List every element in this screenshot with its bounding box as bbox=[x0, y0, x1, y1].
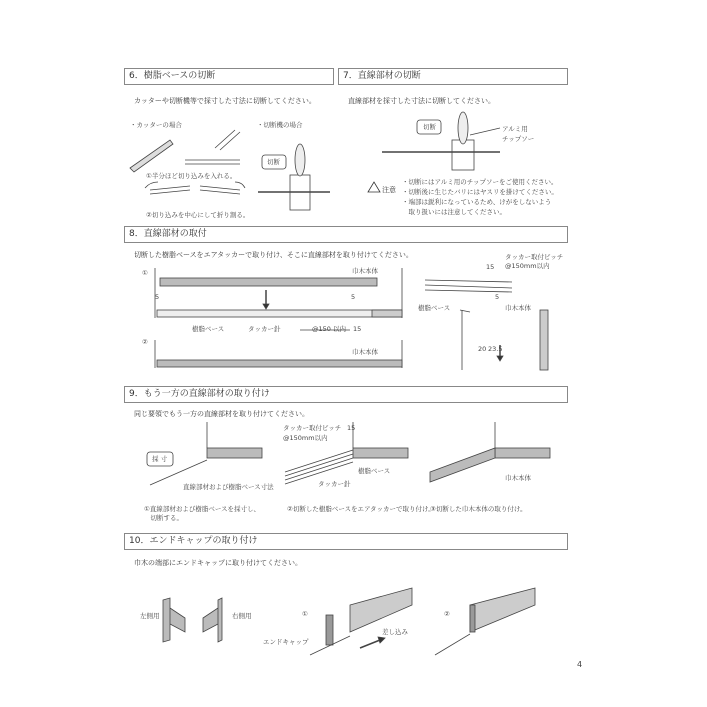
s9-pitch-value: @150mm以内 bbox=[283, 434, 328, 442]
s8-dim: 15 bbox=[353, 325, 362, 333]
s9-caption-1: ①直線部材および樹脂ベースを採寸し、 bbox=[144, 505, 261, 513]
endcap-parts bbox=[163, 598, 222, 642]
cutter-illustration bbox=[130, 130, 240, 172]
section-8-header: 8．直線部材の取付 bbox=[124, 226, 568, 243]
s6-cutter: ・カッターの場合 bbox=[130, 121, 182, 129]
s8-dim: 15 bbox=[486, 263, 495, 271]
s8-pitch-value: @150mm以内 bbox=[505, 262, 550, 270]
s9-diagram-1 bbox=[147, 422, 262, 485]
s9-caption-1b: 切断する。 bbox=[144, 514, 183, 522]
s9-body-part-label: 巾木本体 bbox=[505, 474, 531, 482]
install-diagram-1 bbox=[155, 268, 402, 330]
s8-step-2: ② bbox=[142, 338, 148, 346]
endcap-label: エンドキャップ bbox=[263, 638, 309, 646]
section-9-header: 9．もう一方の直線部材の取り付け bbox=[124, 386, 568, 403]
s8-body-part-label: 巾木本体 bbox=[505, 304, 531, 312]
s7-note: 取り扱いには注意してください。 bbox=[402, 208, 506, 216]
s7-body: 直線部材を採寸した寸法に切断してください。 bbox=[348, 97, 495, 105]
s10-step-2: ② bbox=[444, 610, 450, 618]
profile-diagrams bbox=[425, 280, 548, 370]
s6-step2: ②切り込みを中心にして折り割る。 bbox=[146, 211, 250, 219]
s6-machine: ・切断機の場合 bbox=[257, 121, 303, 129]
s9-dim: 15 bbox=[347, 424, 356, 432]
s8-resin-label: 樹脂ベース bbox=[418, 304, 451, 312]
s8-body: 切断した樹脂ベースをエアタッカーで取り付け、そこに直線部材を取り付けてください。 bbox=[134, 251, 413, 259]
saw-illustration bbox=[382, 112, 500, 170]
page-number: 4 bbox=[577, 660, 583, 669]
right-cap-label: 右側用 bbox=[232, 612, 252, 620]
insert-label: 差し込み bbox=[382, 628, 408, 636]
endcap-step-2 bbox=[435, 588, 535, 655]
s8-dim: 5 bbox=[495, 293, 500, 301]
s7-note: ・切断後に生じたバリにはヤスリを掛けてください。 bbox=[402, 188, 558, 196]
s9-body: 同じ要領でもう一方の直線部材を取り付けてください。 bbox=[134, 410, 309, 418]
s8-step-1: ① bbox=[142, 269, 148, 277]
s7-note: ・端部は鋭利になっているため、けがをしないよう bbox=[402, 198, 552, 206]
s7-saw: アルミ用 bbox=[502, 125, 528, 133]
s7-saw2: チップソー bbox=[502, 135, 535, 143]
section-10-header: 10．エンドキャップの取り付け bbox=[124, 533, 568, 550]
warning-icon bbox=[368, 182, 380, 192]
s8-resin-label: 樹脂ベース bbox=[192, 325, 225, 333]
s8-pitch: @150 以内 bbox=[312, 325, 346, 333]
s7-note: ・切断にはアルミ用のチップソーをご使用ください。 bbox=[402, 178, 558, 186]
s8-dim: 23.5 bbox=[488, 345, 503, 353]
s8-body-part-label: 巾木本体 bbox=[352, 267, 378, 275]
s9-measure-note: 直線部材および樹脂ベース寸法 bbox=[183, 483, 274, 491]
s9-pitch-label: タッカー取付ピッチ bbox=[283, 424, 342, 432]
s9-tacker-label: タッカー針 bbox=[318, 480, 351, 488]
s10-body: 巾木の端部にエンドキャップに取り付けてください。 bbox=[134, 559, 302, 567]
s7-caution: 注意 bbox=[382, 186, 396, 194]
section-6-header: 6．樹脂ベースの切断 bbox=[124, 68, 334, 85]
s6-body: カッターや切断機等で採寸した寸法に切断してください。 bbox=[134, 97, 316, 105]
s8-dim: 20 bbox=[478, 345, 487, 353]
s8-dim: 5 bbox=[155, 293, 160, 301]
section-7-header: 7．直線部材の切断 bbox=[338, 68, 568, 85]
s8-pitch-label: タッカー取付ピッチ bbox=[505, 253, 564, 261]
left-cap-label: 左側用 bbox=[140, 612, 160, 620]
s8-dim: 5 bbox=[351, 293, 356, 301]
s9-resin-label: 樹脂ベース bbox=[358, 467, 391, 475]
s8-body-part-label: 巾木本体 bbox=[352, 348, 378, 356]
s6-cut-label: 切断 bbox=[267, 158, 280, 166]
s7-cut-label: 切断 bbox=[423, 123, 436, 131]
cutting-machine-illustration bbox=[258, 144, 330, 210]
s9-measure-label: 採 寸 bbox=[152, 455, 168, 463]
endcap-step-1 bbox=[310, 588, 412, 655]
s6-step1: ①半分ほど切り込みを入れる。 bbox=[146, 172, 237, 180]
s8-tacker-label: タッカー針 bbox=[248, 325, 281, 333]
s10-step-1: ① bbox=[302, 610, 308, 618]
s9-diagram-3 bbox=[430, 422, 550, 482]
s9-caption-3: ③切断した巾木本体の取り付け。 bbox=[430, 505, 527, 513]
break-illustration bbox=[145, 182, 245, 194]
s9-caption-2: ②切断した樹脂ベースをエアタッカーで取り付け。 bbox=[287, 505, 435, 513]
